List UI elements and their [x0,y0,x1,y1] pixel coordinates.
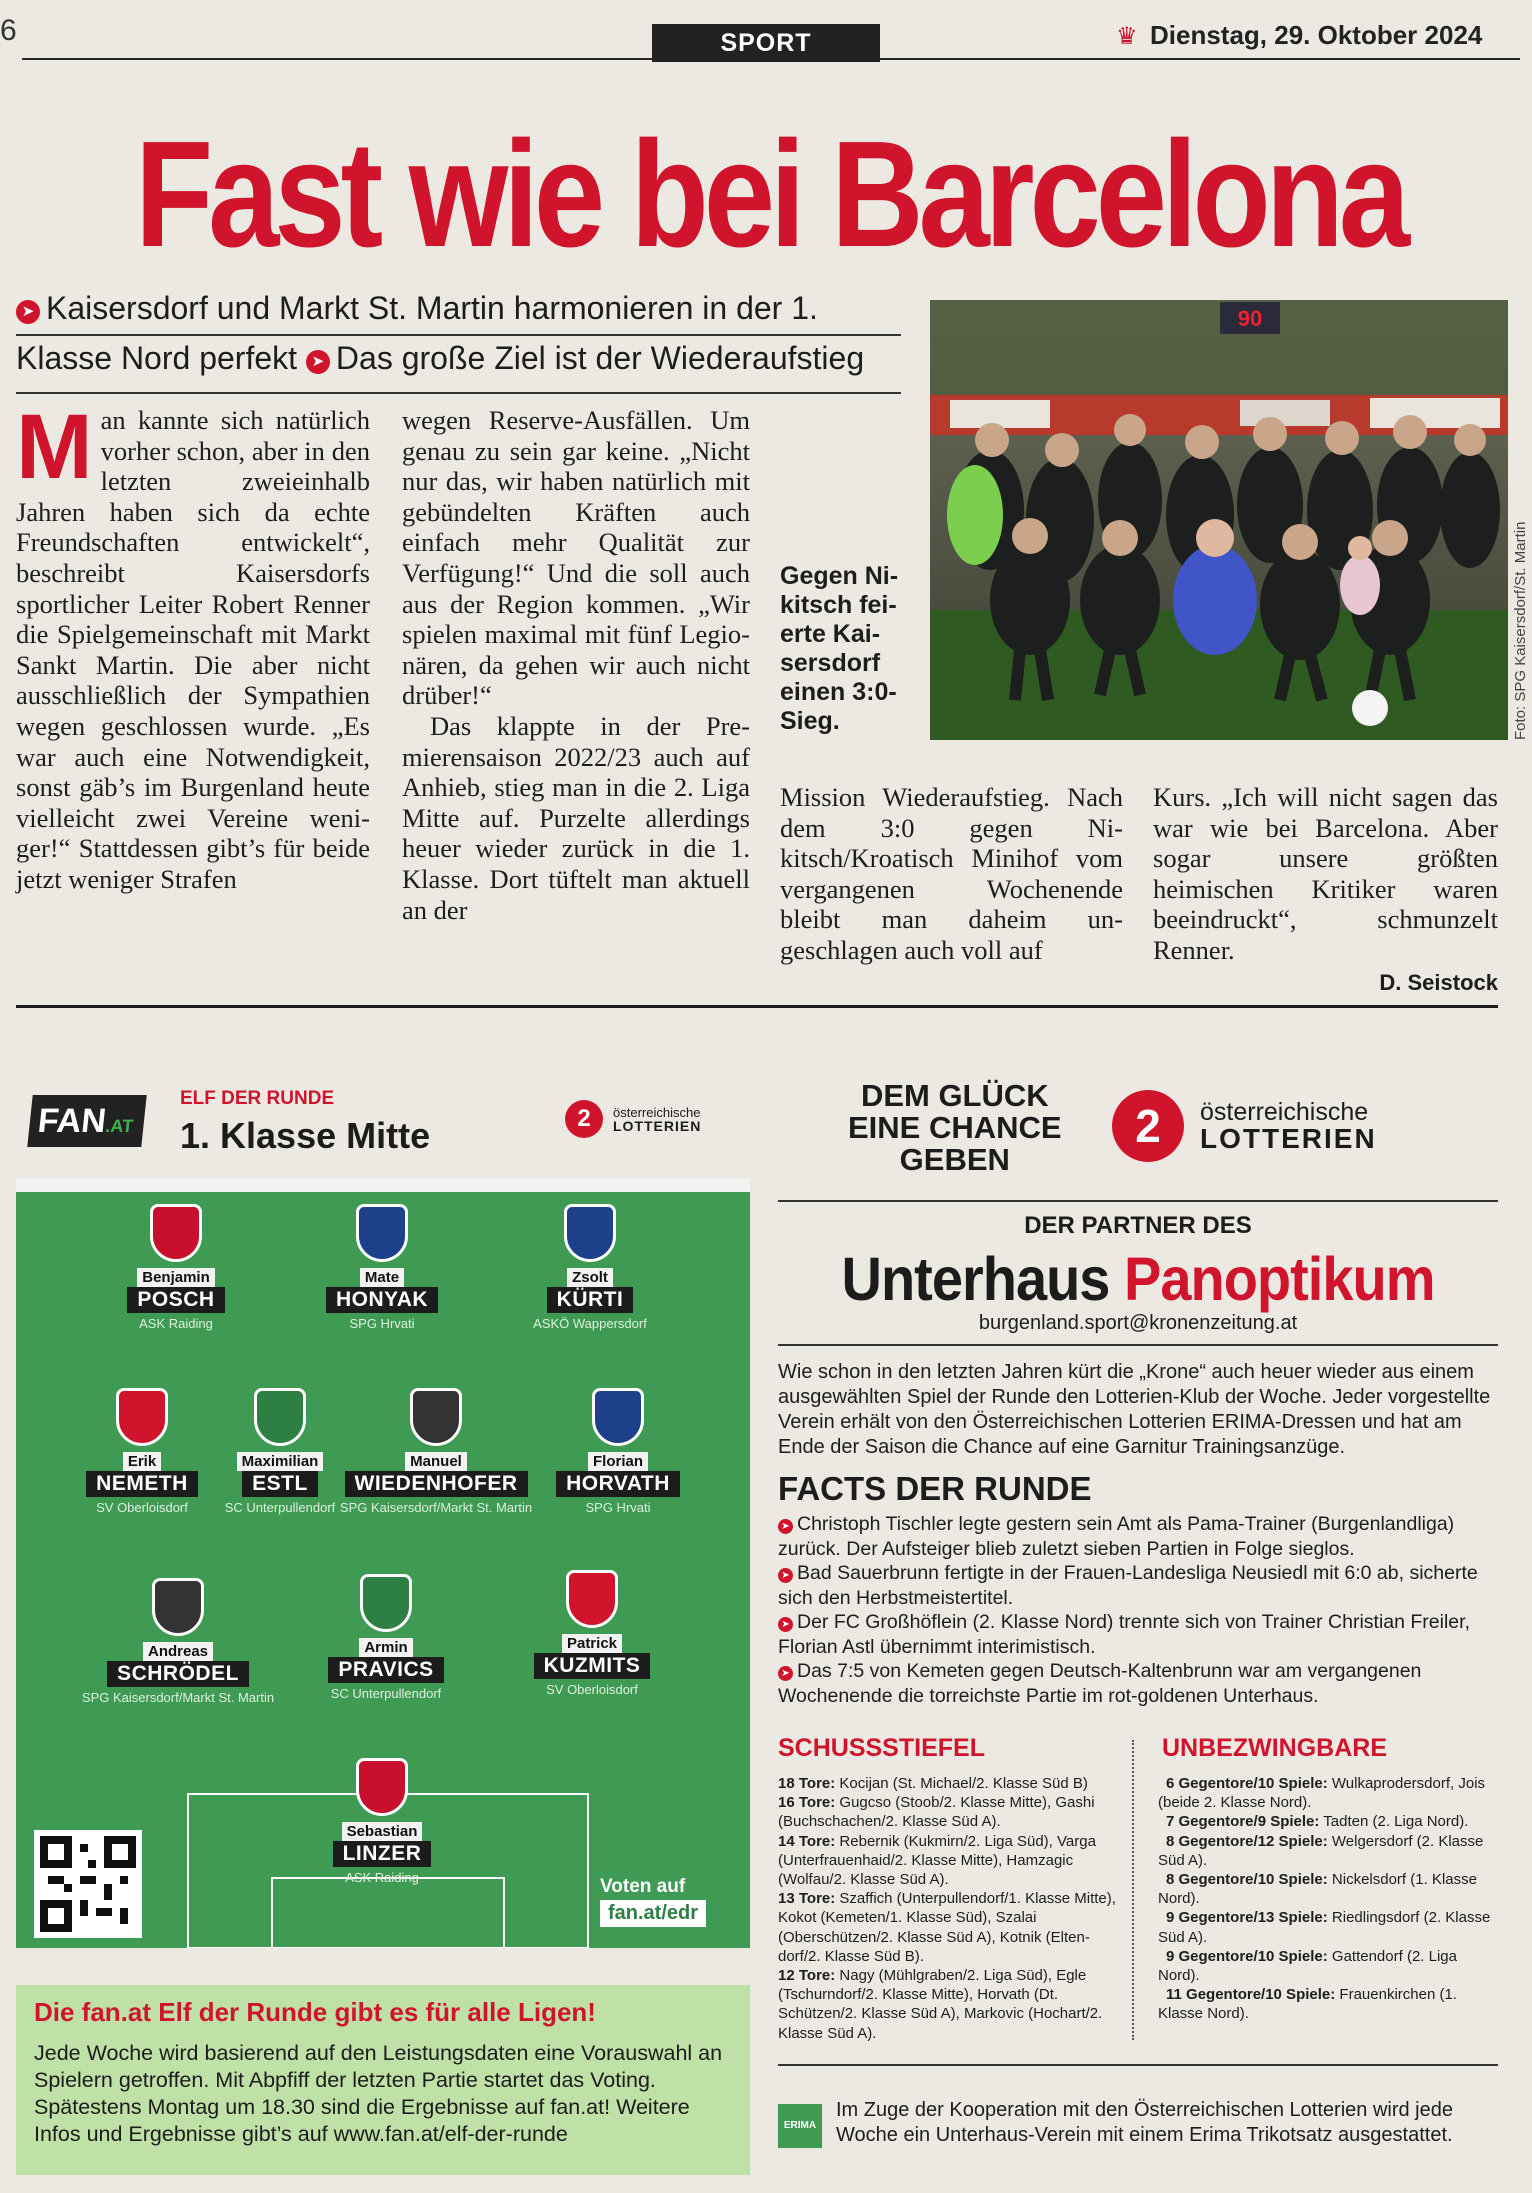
lotterien-small-text [613,1106,701,1133]
scorer-entry [778,1774,1118,1793]
scorer-entry [778,1793,1118,1831]
player-card[interactable] [336,1388,536,1515]
intro-rule [778,1344,1498,1346]
arrow-bullet-icon: ➤ [778,1568,793,1583]
fact-text: Das 7:5 von Kemeten gegen Deutsch-Kaltenbrunn war am vergangenen Wochenende die torreichste Partie im rot-goldenen Unterhaus. [778,1660,1422,1707]
player-card[interactable] [286,1574,486,1701]
player-last-name: WIEDENHOFER [345,1471,528,1497]
defense-teams: Gattendorf (2. Liga Nord). [1158,1947,1457,1985]
drop-cap: M [16,396,93,498]
player-club: ASK Raiding [345,1870,419,1885]
scorer-goals: 14 Tore: [778,1832,836,1850]
scorer-names: Szaffich (Unterpullendorf/1. Klasse Mitte), Kokot (Kemeten/1. Klasse Süd), Szalai (Oberschützen/2. Klasse Süd A), Kotnik (Eltendorf/2. Klasse Süd B). [778,1890,1116,1965]
defense-teams: Riedlingsdorf (2. Klasse Süd A). [1158,1909,1491,1946]
defense-teams: Tadten (2. Liga Nord). [1323,1813,1469,1831]
elf-info-body: Jede Woche wird basierend auf den Leistungsdaten eine Vorauswahl an Spielern getroffen. Mit Abpfiff der letzten Partie startet das Voting. Spätestens Montag um 18.30 sind die Ergebnisse auf fan.at! Weitere Infos und Ergebnisse gibt’s auf www.fan.at/elf-der-runde [34,2041,723,2146]
club-crest-icon [356,1758,408,1816]
player-club: SV Oberloisdorf [546,1682,638,1697]
elf-info-box [16,1985,750,2175]
club-crest-icon [410,1388,462,1446]
lotterien-icon: 2 [565,1100,603,1138]
defense-teams: Welgersdorf (2. Klasse Süd A). [1158,1832,1484,1869]
player-last-name: POSCH [127,1287,224,1313]
arrow-bullet-icon: ➤ [16,300,40,324]
lotterien-large-line2: LOTTERIEN [1200,1122,1377,1154]
article-author: D. Seistock [1379,969,1498,995]
subheadline-line-1 [16,290,818,327]
fan-logo-text: FAN [36,1102,108,1140]
elf-title: 1. Klasse Mitte [180,1115,431,1156]
scorer-entry [778,1832,1118,1890]
player-last-name: PRAVICS [328,1657,443,1683]
slogan-line-2: EINE CHANCE [848,1110,1062,1145]
section-divider [16,1005,1498,1008]
player-last-name: KUZMITS [534,1653,651,1679]
page-number: 6 [0,14,17,47]
player-club: SPG Kaisersdorf/Markt St. Martin [81,1690,275,1705]
player-card[interactable] [282,1758,482,1885]
player-club: SPG Kaisersdorf/Markt St. Martin [339,1500,533,1515]
defense-stat: 8 Gegentore/10 Spiele: [1166,1871,1328,1889]
defense-teams: Nickelsdorf (1. Klasse Nord). [1158,1871,1477,1908]
player-card[interactable] [76,1204,276,1331]
defense-entry [1158,1870,1498,1908]
player-first-name: Benjamin [137,1268,215,1287]
lotterien-large-text [1200,1097,1377,1154]
lotterien-logo-large [1112,1090,1377,1162]
defense-entry [1158,1908,1498,1946]
player-first-name: Armin [359,1638,412,1657]
article-headline: Fast wie bei Barcelona [135,110,1406,280]
arrow-bullet-icon: ➤ [778,1519,793,1534]
partner-rule [778,1200,1498,1202]
defense-entry [1158,1947,1498,1985]
erima-note: Im Zuge der Kooperation mit den Österreichischen Lotterien wird jede Woche ein Unterhaus-Verein mit einem Erima Trikotsatz ausgestattet. [836,2099,1453,2146]
player-first-name: Zsolt [567,1268,613,1287]
vote-label: Voten auf [600,1876,686,1897]
column-4-text: Kurs. „Ich will nicht sagen das war wie bei Barcelona. Aber sogar unsere größten heimischen Kritiker waren beeindruckt“, schmunzelt Renner. [1153,782,1498,965]
player-club: SPG Hrvati [585,1500,651,1515]
club-crest-icon [360,1574,412,1632]
defense-entry [1158,1774,1498,1812]
defense-teams: Frauenkirchen (1. Klasse Nord). [1158,1986,1457,2023]
crown-icon: ♛ [1116,24,1138,50]
player-first-name: Sebastian [342,1822,423,1841]
subheadline-text-1: Kaisersdorf und Markt St. Martin harmonieren in der 1. [46,290,818,326]
player-first-name: Andreas [143,1642,213,1661]
facts-list [778,1512,1500,1708]
lotterien-small-line1: österreichische [613,1104,701,1120]
defense-stat: 7 Gegentore/9 Spiele: [1166,1813,1320,1831]
subheadline-text-3: Das große Ziel ist der Wiederaufstieg [335,340,865,376]
player-last-name: HONYAK [326,1287,438,1313]
contact-email[interactable]: burgenland.sport@kronenzeitung.at [978,1312,1298,1334]
club-crest-icon [254,1388,306,1446]
fact-item [778,1610,1500,1659]
scoreboard-value: 90 [1237,306,1263,331]
fact-item [778,1512,1500,1561]
club-crest-icon [152,1578,204,1636]
partner-label: DER PARTNER DES [1024,1212,1252,1239]
unbezwingbare-list [1158,1774,1498,2024]
scorer-entry [778,1966,1118,2043]
erima-icon: ERIMA [778,2104,822,2148]
vote-link[interactable]: fan.at/edr [600,1900,706,1927]
scorer-goals: 16 Tore: [778,1794,836,1812]
player-first-name: Maximilian [237,1452,324,1471]
player-last-name: KÜRTI [547,1287,634,1313]
team-photo [930,300,1508,740]
player-club: SC Unterpullendorf [330,1686,442,1701]
scorer-goals: 18 Tore: [778,1775,836,1792]
defense-entry [1158,1985,1498,2023]
subheadline-line-2 [16,340,864,377]
unterhaus-title-part-2: Panoptikum [1124,1243,1435,1314]
defense-stat: 6 Gegentore/10 Spiele: [1166,1775,1328,1792]
player-last-name: NEMETH [86,1471,198,1497]
scorer-names: Gugcso (Stoob/2. Klasse Mitte), Gashi (Buchschachen/2. Klasse Süd A). [778,1794,1095,1831]
player-first-name: Manuel [405,1452,467,1471]
fact-text: Christoph Tischler legte gestern sein Amt als Pama-Trainer (Burgenlandliga) zurück. Der Aufsteiger blieb zuletzt sieben Partien in Folge sieglos. [778,1513,1455,1560]
player-card[interactable] [78,1578,278,1705]
section-label: SPORT [652,24,880,62]
subheadline-text-2: Klasse Nord perfekt [16,340,298,376]
player-club: SPG Hrvati [349,1316,415,1331]
player-card[interactable] [490,1204,690,1331]
scorer-goals: 12 Tore: [778,1967,836,1985]
fan-at-logo [27,1095,146,1147]
subheadline-rule [16,334,901,336]
qr-code[interactable] [34,1830,142,1938]
club-crest-icon [150,1204,202,1262]
defense-stat: 9 Gegentore/13 Spiele: [1166,1909,1328,1927]
lotterien-logo-small [565,1100,701,1138]
qr-code-pattern [40,1836,136,1932]
club-crest-icon [592,1388,644,1446]
player-club: SC Unterpullendorf [224,1500,336,1515]
player-card[interactable] [492,1570,692,1697]
fact-text: Bad Sauerbrunn fertigte in der Frauen-Landesliga Neusiedl mit 6:0 ab, sicherte sich den Herbstmeistertitel. [778,1562,1478,1609]
team-photo-illustration [930,300,1508,740]
subheadline-rule [16,392,901,394]
slogan-line-1: DEM GLÜCK [860,1078,1049,1113]
elf-label: ELF DER RUNDE [180,1088,335,1109]
defense-entry [1158,1832,1498,1870]
facts-title: FACTS DER RUNDE [778,1470,1092,1507]
header-rule-left [22,58,652,60]
club-crest-icon [564,1204,616,1262]
player-card[interactable] [282,1204,482,1331]
issue-date: Dienstag, 29. Oktober 2024 [1150,20,1483,50]
fan-logo-suffix: .AT [104,1116,135,1136]
player-first-name: Erik [123,1452,161,1471]
fact-text: Der FC Großhöflein (2. Klasse Nord) trennte sich von Trainer Christian Freiler, Florian Astl übernimmt interimistisch. [778,1611,1470,1658]
player-last-name: SCHRÖDEL [107,1661,249,1687]
arrow-bullet-icon: ➤ [778,1666,793,1681]
schussstiefel-list [778,1774,1118,2043]
player-first-name: Florian [588,1452,648,1471]
bottom-rule [778,2064,1498,2066]
elf-info-title: Die fan.at Elf der Runde gibt es für alle Ligen! [34,1997,596,2027]
arrow-bullet-icon: ➤ [306,350,330,374]
stats-divider [1132,1740,1134,2040]
photo-caption: Gegen Nikitsch feierte Kaisersdorf einen 3:0-Sieg. [780,562,899,735]
lotterien-large-line1: österreichische [1200,1097,1369,1126]
scorer-entry [778,1889,1118,1966]
lotterien-slogan [848,1080,1062,1176]
player-club: ASK Raiding [139,1316,213,1331]
defense-stat: 8 Gegentore/12 Spiele: [1166,1832,1328,1850]
column-2-text: wegen Reserve-Ausfällen. Um genau zu sein gar keine. „Nicht nur das, wir haben natürlich mit gebündelten Kräften auch einfach mehr Qualität zur Verfügung!“ Und die soll auch aus der Region kommen. „Wir spielen maximal mit fünf Legionären, da gehen wir auch nicht drüber!“ [402,405,750,711]
defense-teams: Wulkaprodersdorf, Jois (beide 2. Klasse Nord). [1158,1775,1486,1812]
club-crest-icon [116,1388,168,1446]
defense-entry [1158,1812,1498,1831]
column-1-text: an kannte sich natürlich vorher schon, aber in den letzten zweieinhalb Jahren haben sich da echte Freundschaften entwickelt“, beschreibt Kaisersdorfs sportlicher Leiter Robert Renner die Spielgemeinschaft mit Markt Sankt Martin. Die aber nicht ausschließlich der Sympathien wegen geschlossen wurde. „Es war auch eine Notwendigkeit, sonst gäb’s im Burgenland heute vielleicht zwei Vereine weniger!“ Stattdessen gibt’s für beide jetzt weniger Strafen [16,405,370,894]
slogan-line-3: GEBEN [899,1142,1010,1177]
defense-stat: 11 Gegentore/10 Spiele: [1166,1986,1336,2004]
scorer-goals: 13 Tore: [778,1890,836,1908]
player-last-name: LINZER [333,1841,432,1867]
player-last-name: HORVATH [556,1471,680,1497]
player-club: SV Oberloisdorf [96,1500,188,1515]
player-club: ASKÖ Wappersdorf [533,1316,647,1331]
fact-item [778,1561,1500,1610]
article-column-1 [16,396,370,895]
lotterien-small-line2: LOTTERIEN [613,1117,702,1134]
player-first-name: Patrick [562,1634,622,1653]
player-card[interactable] [518,1388,718,1515]
column-2-paragraph-2: Das klappte in der Premierensaison 2022/23 auch auf Anhieb, stieg man in die 2. Liga Mitte auf. Purzelte allerdings heuer wieder zurück in die 1. Klasse. Dort tüftelt man aktuell an der [402,710,750,925]
article-column-2 [402,405,750,925]
scorer-names: Nagy (Mühlgraben/2. Liga Süd), Egle (Tschurndorf/2. Klasse Mitte), Horvath (Dt. Schützen/2. Klasse Süd A), Markovic (Hochart/2. Klasse Süd A). [778,1967,1103,2042]
arrow-bullet-icon: ➤ [778,1617,793,1632]
player-first-name: Mate [360,1268,404,1287]
intro-text: Wie schon in den letzten Jahren kürt die „Krone“ auch heuer wieder aus einem ausgewählten Spiel der Runde den Lotterien-Klub der Woche. Jeder vorgestellte Verein erhält von den Österreichischen Lotterien ERIMA-Dressen und hat am Ende der Saison die Chance auf eine Garnitur Trainingsanzüge. [778,1361,1491,1458]
unbezwingbare-title: UNBEZWINGBARE [1162,1734,1387,1762]
unterhaus-title [778,1243,1498,1315]
article-column-4 [1153,782,1498,996]
header-rule-right [880,58,1520,60]
fact-item [778,1659,1500,1708]
club-crest-icon [566,1570,618,1628]
scorer-names: Kocijan (St. Michael/2. Klasse Süd B) [839,1775,1088,1792]
schussstiefel-title: SCHUSSSTIEFEL [778,1734,985,1762]
defense-stat: 9 Gegentore/10 Spiele: [1166,1947,1328,1965]
player-last-name: ESTL [242,1471,318,1497]
photo-credit: Foto: SPG Kaisersdorf/St. Martin [1512,521,1529,740]
unterhaus-title-part-1: Unterhaus [841,1243,1110,1314]
article-column-3: Mission Wiederaufstieg. Nach dem 3:0 gegen Nikitsch/Kroatisch Minihof vom vergangenen Wochenende bleibt man daheim ungeschlagen auch voll auf [780,782,1123,965]
club-crest-icon [356,1204,408,1262]
lotterien-icon: 2 [1112,1090,1184,1162]
scorer-names: Rebernik (Kukmirn/2. Liga Süd), Varga (Unterfrauenhaid/2. Klasse Mitte), Hamzagic (Wolfau/2. Klasse Süd A). [778,1832,1096,1889]
